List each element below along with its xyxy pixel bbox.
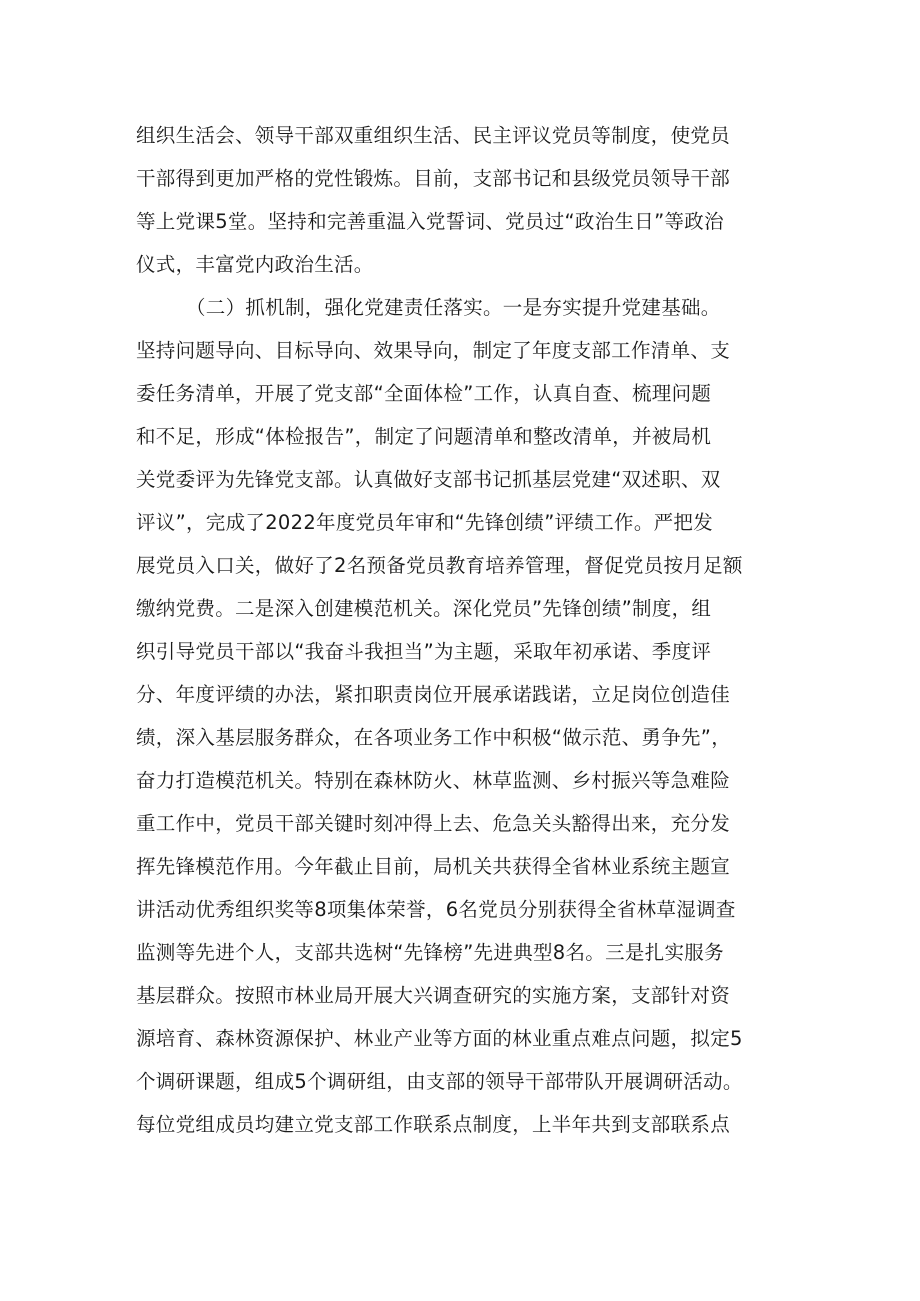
text-line: 织引导党员干部以“我奋斗我担当”为主题，采取年初承诺、季度评 <box>136 640 712 663</box>
text-line: 坚持问题导向、目标导向、效果导向，制定了年度支部工作清单、支 <box>136 339 731 362</box>
text-line: 缴纳党费。二是深入创建模范机关。深化党员”先锋创绩”制度，组 <box>136 597 712 620</box>
text-line: 重工作中，党员干部关键时刻冲得上去、危急关头豁得出来，充分发 <box>136 812 731 835</box>
text-line: 关党委评为先锋党支部。认真做好支部书记抓基层党建“双述职、双 <box>136 468 721 491</box>
text-line: 仪式，丰富党内政治生活。 <box>136 253 374 276</box>
text-line: 组织生活会、领导干部双重组织生活、民主评议党员等制度，使党员 <box>136 124 731 147</box>
text-line: 基层群众。按照市林业局开展大兴调查研究的实施方案，支部针对资 <box>136 984 731 1007</box>
text-line: 和不足，形成“体检报告”，制定了问题清单和整改清单，并被局机 <box>136 425 712 448</box>
text-line: 分、年度评绩的办法，紧扣职责岗位开展承诺践诺，立足岗位创造佳 <box>136 683 731 706</box>
text-line: 评议”，完成了2022年度党员年审和“先锋创绩”评绩工作。严把发 <box>136 511 714 534</box>
text-line: 源培育、森林资源保护、林业产业等方面的林业重点难点问题，拟定5 <box>136 1027 743 1050</box>
text-line: 挥先锋模范作用。今年截止目前，局机关共获得全省林业系统主题宣 <box>136 855 731 878</box>
text-line: 等上党课5堂。坚持和完善重温入党誓词、党员过“政治生日”等政治 <box>136 210 724 233</box>
body-text <box>136 114 796 1146</box>
text-line: 讲活动优秀组织奖等8项集体荣誉，6名党员分别获得全省林草湿调查 <box>136 898 736 921</box>
text-line: 监测等先进个人，支部共选树“先锋榜”先进典型8名。三是扎实服务 <box>136 941 724 964</box>
text-line: 个调研课题，组成5个调研组，由支部的领导干部带队开展调研活动。 <box>136 1070 743 1093</box>
text-line: 委任务清单，开展了党支部“全面体检”工作，认真自查、梳理问题 <box>136 382 712 405</box>
section-heading-line: （二）抓机制，强化党建责任落实。一是夯实提升党建基础。 <box>186 296 721 319</box>
text-line: 展党员入口关，做好了2名预备党员教育培养管理，督促党员按月足额 <box>136 554 743 577</box>
text-line: 绩，深入基层服务群众，在各项业务工作中积极“做示范、勇争先”， <box>136 726 732 749</box>
text-line: 每位党组成员均建立党支部工作联系点制度，上半年共到支部联系点 <box>136 1113 731 1136</box>
text-line: 奋力打造模范机关。特别在森林防火、林草监测、乡村振兴等急难险 <box>136 769 731 792</box>
text-line: 干部得到更加严格的党性锻炼。目前，支部书记和县级党员领导干部 <box>136 167 731 190</box>
